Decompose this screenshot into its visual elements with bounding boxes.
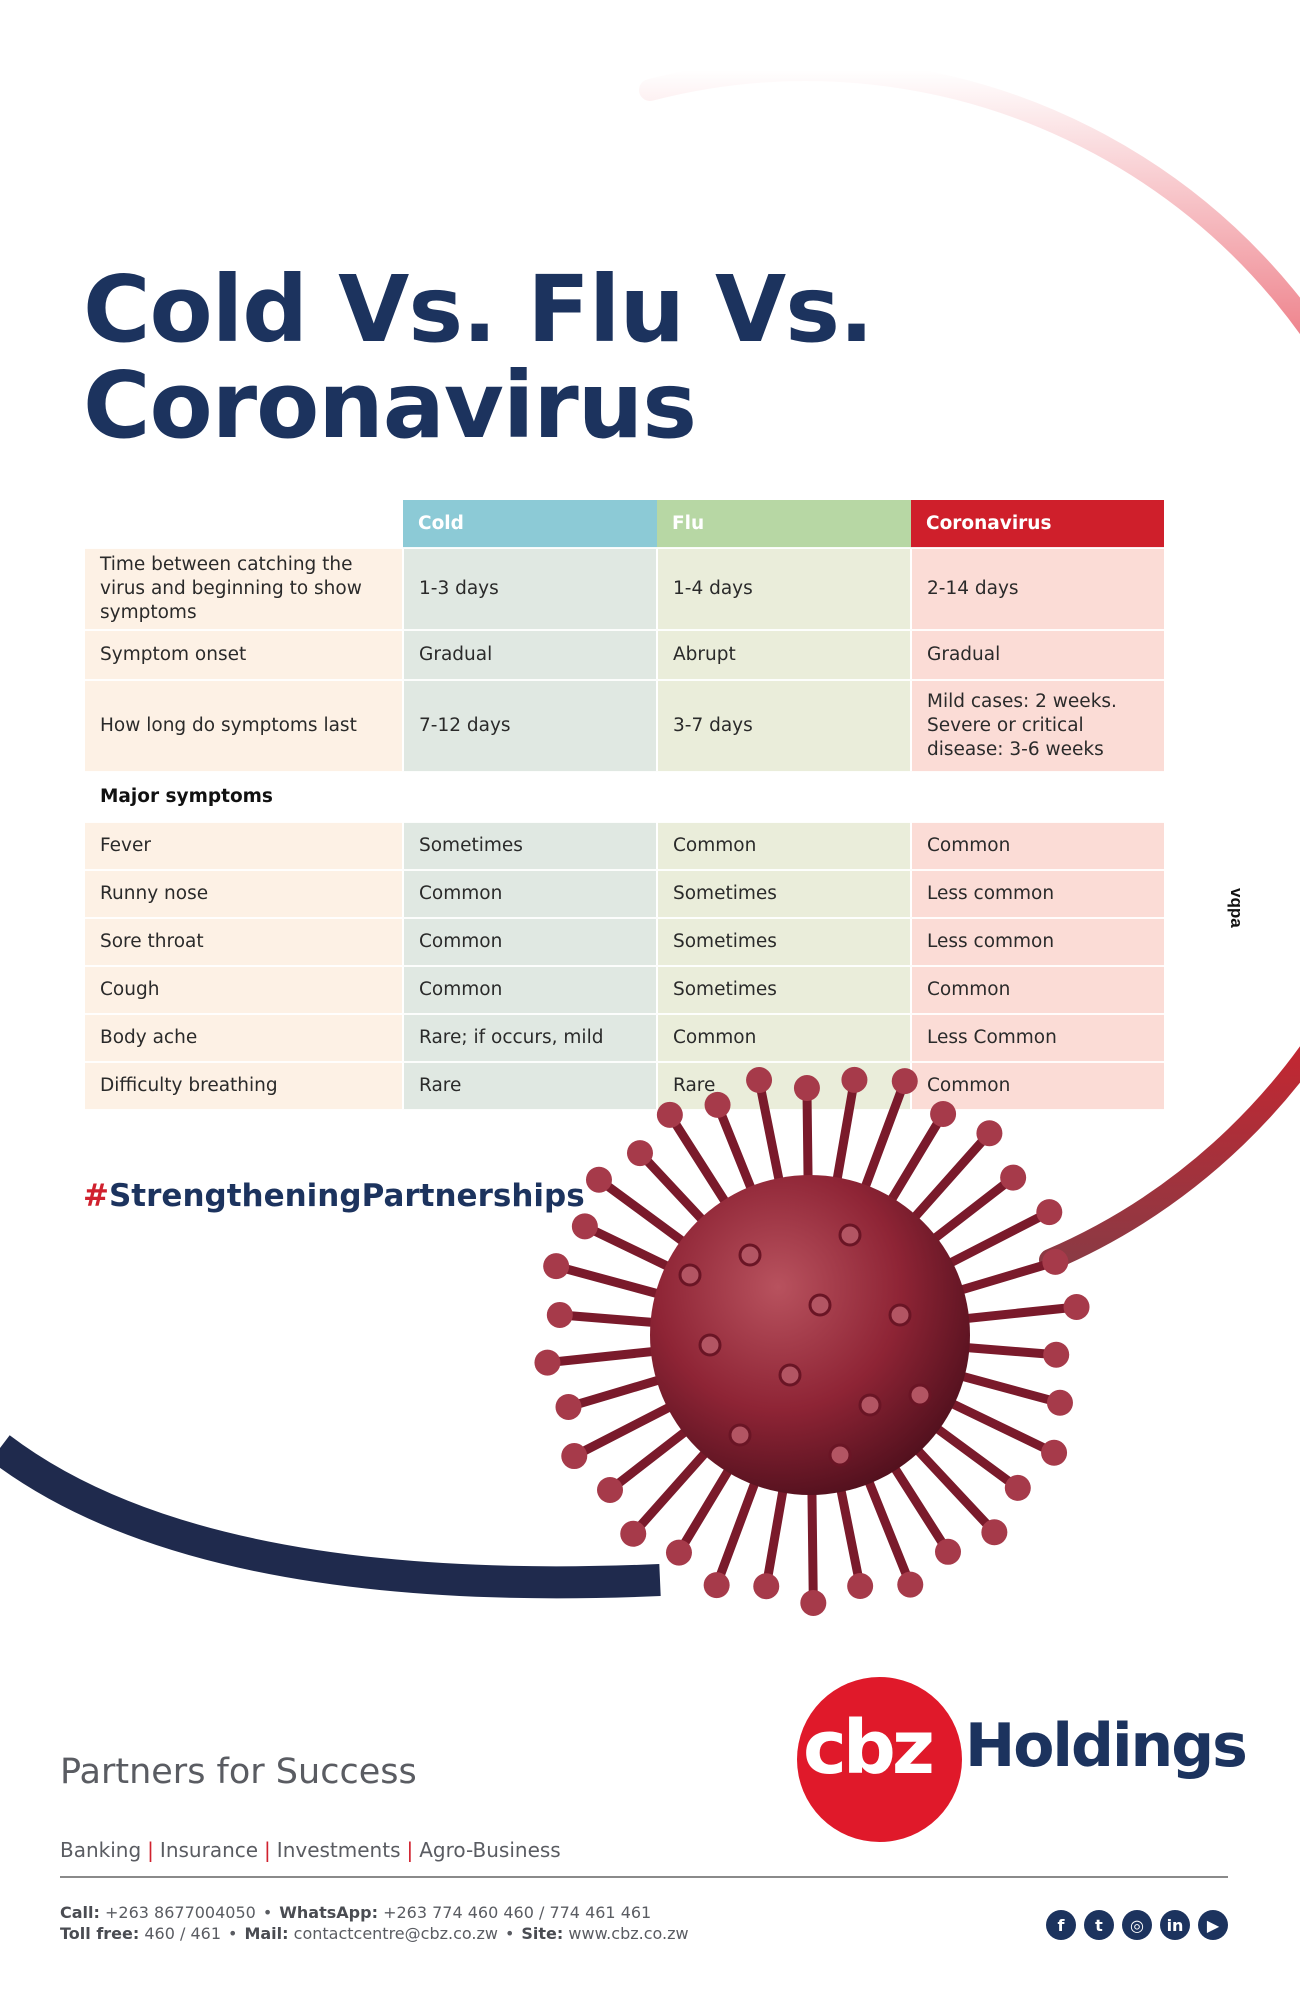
coronavirus-cell: Mild cases: 2 weeks. Severe or critical disease: 3-6 weeks: [911, 680, 1164, 772]
virus-surface-spike: [700, 1335, 720, 1355]
mail-label: Mail:: [244, 1924, 289, 1943]
virus-spike: [839, 1482, 859, 1580]
coronavirus-cell: Common: [911, 822, 1164, 870]
flu-cell: Rare: [657, 1062, 911, 1110]
flu-cell: Common: [657, 822, 911, 870]
virus-spike: [959, 1308, 1070, 1320]
table-header-row: [85, 500, 1164, 548]
virus-spike-tip: [666, 1540, 692, 1566]
row-label: Time between catching the virus and beginning to show symptoms: [85, 548, 403, 630]
coronavirus-cell: Gradual: [911, 630, 1164, 680]
virus-spike: [719, 1476, 758, 1580]
social-links: [1046, 1910, 1228, 1940]
flu-cell: Sometimes: [657, 966, 911, 1014]
row-label: Fever: [85, 822, 403, 870]
site-label: Site:: [521, 1924, 564, 1943]
bullet: •: [262, 1903, 273, 1922]
flu-cell: 1-4 days: [657, 548, 911, 630]
virus-spike: [862, 1087, 902, 1195]
virus-spike: [955, 1374, 1054, 1401]
whatsapp-label: WhatsApp:: [279, 1903, 378, 1922]
virus-surface-spike: [780, 1365, 800, 1385]
cold-cell: 1-3 days: [403, 548, 657, 630]
virus-spike-tip: [892, 1068, 918, 1094]
virus-spike-tip: [794, 1075, 820, 1101]
business-insurance: Insurance: [159, 1838, 259, 1862]
mail-address[interactable]: contactcentre@cbz.co.zw: [293, 1924, 498, 1943]
cold-cell: Sometimes: [403, 822, 657, 870]
virus-spike-tip: [1043, 1342, 1069, 1368]
contact-info: [60, 1902, 689, 1944]
virus-surface-spike: [840, 1225, 860, 1245]
business-lines: [60, 1838, 561, 1862]
cold-cell: Rare; if occurs, mild: [403, 1014, 657, 1062]
flu-cell: Abrupt: [657, 630, 911, 680]
row-label: Symptom onset: [85, 630, 403, 680]
twitter-icon[interactable]: t: [1084, 1910, 1114, 1940]
row-label: Body ache: [85, 1014, 403, 1062]
bullet: •: [504, 1924, 515, 1943]
virus-spike-tip: [1042, 1249, 1068, 1275]
cold-cell: Common: [403, 918, 657, 966]
coronavirus-cell: Less Common: [911, 1014, 1164, 1062]
title-line-2: Coronavirus: [83, 352, 697, 459]
hash-symbol: #: [83, 1178, 109, 1214]
coronavirus-cell: Less common: [911, 918, 1164, 966]
flu-cell: 3-7 days: [657, 680, 911, 772]
logo-holdings-text: Holdings: [965, 1711, 1246, 1781]
section-row: [85, 772, 1164, 822]
virus-surface-spike: [830, 1445, 850, 1465]
business-agro: Agro-Business: [419, 1838, 561, 1862]
table-row: [85, 918, 1164, 966]
contact-line-2: [60, 1923, 689, 1944]
virus-spike-tip: [572, 1213, 598, 1239]
virus-spike-tip: [704, 1572, 730, 1598]
table-row: [85, 630, 1164, 680]
row-label: Cough: [85, 966, 403, 1014]
cbz-holdings-logo: [797, 1677, 1246, 1842]
virus-spike-tip: [981, 1519, 1007, 1545]
virus-spike-tip: [1047, 1390, 1073, 1416]
contact-line-1: [60, 1902, 689, 1923]
side-mark: vqpa: [1227, 888, 1246, 928]
virus-spike: [720, 1110, 754, 1195]
tollfree-label: Toll free:: [60, 1924, 140, 1943]
virus-spike: [812, 1485, 813, 1597]
virus-surface-spike: [810, 1295, 830, 1315]
column-header-flu: Flu: [657, 500, 911, 548]
bullet: •: [228, 1924, 238, 1943]
logo-cbz-text: cbz: [803, 1705, 931, 1791]
title-line-1: Cold Vs. Flu Vs.: [83, 256, 873, 363]
virus-surface-spike: [860, 1395, 880, 1415]
business-investments: Investments: [276, 1838, 401, 1862]
virus-spike: [866, 1474, 908, 1579]
table-row: [85, 548, 1164, 630]
virus-spike-tip: [561, 1443, 587, 1469]
hashtag-text: StrengtheningPartnerships: [108, 1178, 585, 1214]
coronavirus-cell: Common: [911, 966, 1164, 1014]
flu-cell: Sometimes: [657, 870, 911, 918]
cold-cell: Gradual: [403, 630, 657, 680]
coronavirus-cell: Common: [911, 1062, 1164, 1110]
virus-spike: [574, 1378, 666, 1405]
virus-spike-tip: [555, 1394, 581, 1420]
separator: |: [406, 1838, 414, 1862]
section-heading: Major symptoms: [85, 772, 1164, 822]
row-label: Runny nose: [85, 870, 403, 918]
virus-spike-tip: [841, 1067, 867, 1093]
whatsapp-number[interactable]: +263 774 460 460 / 774 461 461: [383, 1903, 652, 1922]
row-label: Difficulty breathing: [85, 1062, 403, 1110]
separator: |: [264, 1838, 271, 1862]
table-row: [85, 870, 1164, 918]
virus-spike-tip: [620, 1521, 646, 1547]
virus-spike-tip: [976, 1120, 1002, 1146]
virus-spike-tip: [705, 1092, 731, 1118]
virus-spike: [590, 1229, 675, 1270]
virus-spike-tip: [753, 1573, 779, 1599]
call-label: Call:: [60, 1903, 100, 1922]
virus-spike: [760, 1086, 780, 1188]
virus-spike-tip: [930, 1101, 956, 1127]
virus-spike-tip: [657, 1102, 683, 1128]
virus-spike: [553, 1351, 660, 1362]
column-header-coronavirus: Coronavirus: [911, 500, 1164, 548]
site-url[interactable]: www.cbz.co.zw: [568, 1924, 689, 1943]
virus-spike-tip: [1041, 1440, 1067, 1466]
virus-surface-spike: [910, 1385, 930, 1405]
column-header-cold: Cold: [403, 500, 657, 548]
separator: |: [147, 1838, 154, 1862]
virus-body: [650, 1175, 970, 1495]
coronavirus-illustration: [520, 1040, 1100, 1630]
virus-surface-spike: [740, 1245, 760, 1265]
virus-spike-tip: [534, 1350, 560, 1376]
virus-spike-tip: [935, 1539, 961, 1565]
cold-cell: Rare: [403, 1062, 657, 1110]
virus-spike-tip: [547, 1302, 573, 1328]
virus-spike-tip: [746, 1067, 772, 1093]
virus-spike-tip: [847, 1573, 873, 1599]
divider: [60, 1876, 1228, 1878]
table-row: [85, 822, 1164, 870]
virus-spike-tip: [1000, 1165, 1026, 1191]
cold-cell: Common: [403, 870, 657, 918]
virus-spike-tip: [597, 1477, 623, 1503]
page-title: [83, 256, 873, 459]
youtube-icon[interactable]: ▶: [1198, 1910, 1228, 1940]
virus-spike-tip: [800, 1590, 826, 1616]
header-blank: [85, 500, 403, 548]
table-row: [85, 680, 1164, 772]
cold-cell: Common: [403, 966, 657, 1014]
virus-spike-tip: [897, 1572, 923, 1598]
virus-spike: [562, 1268, 665, 1296]
virus-spike-tip: [543, 1253, 569, 1279]
virus-spike: [960, 1347, 1051, 1354]
virus-spike: [954, 1264, 1050, 1293]
virus-spike-tip: [1036, 1199, 1062, 1225]
table-row: [85, 966, 1164, 1014]
virus-spike: [836, 1086, 854, 1187]
hashtag: [83, 1178, 585, 1214]
tagline: Partners for Success: [60, 1752, 417, 1792]
instagram-icon[interactable]: ◎: [1122, 1910, 1152, 1940]
virus-surface-spike: [890, 1305, 910, 1325]
row-label: Sore throat: [85, 918, 403, 966]
flu-cell: Common: [657, 1014, 911, 1062]
row-label: How long do symptoms last: [85, 680, 403, 772]
business-banking: Banking: [60, 1838, 142, 1862]
virus-surface-spike: [730, 1425, 750, 1445]
virus-spike-tip: [586, 1167, 612, 1193]
virus-spike-tip: [627, 1140, 653, 1166]
flu-cell: Sometimes: [657, 918, 911, 966]
cold-cell: 7-12 days: [403, 680, 657, 772]
tollfree-number[interactable]: 460 / 461: [144, 1924, 222, 1943]
linkedin-icon[interactable]: in: [1160, 1910, 1190, 1940]
facebook-icon[interactable]: f: [1046, 1910, 1076, 1940]
call-number[interactable]: +263 8677004050: [105, 1903, 256, 1922]
virus-spike: [807, 1094, 808, 1185]
virus-spike: [566, 1315, 661, 1323]
coronavirus-cell: Less common: [911, 870, 1164, 918]
comparison-table: [85, 500, 1164, 1111]
virus-spike: [767, 1483, 784, 1581]
coronavirus-cell: 2-14 days: [911, 548, 1164, 630]
virus-spike-tip: [1005, 1475, 1031, 1501]
virus-surface-spike: [680, 1265, 700, 1285]
virus-spike-tip: [1064, 1294, 1090, 1320]
